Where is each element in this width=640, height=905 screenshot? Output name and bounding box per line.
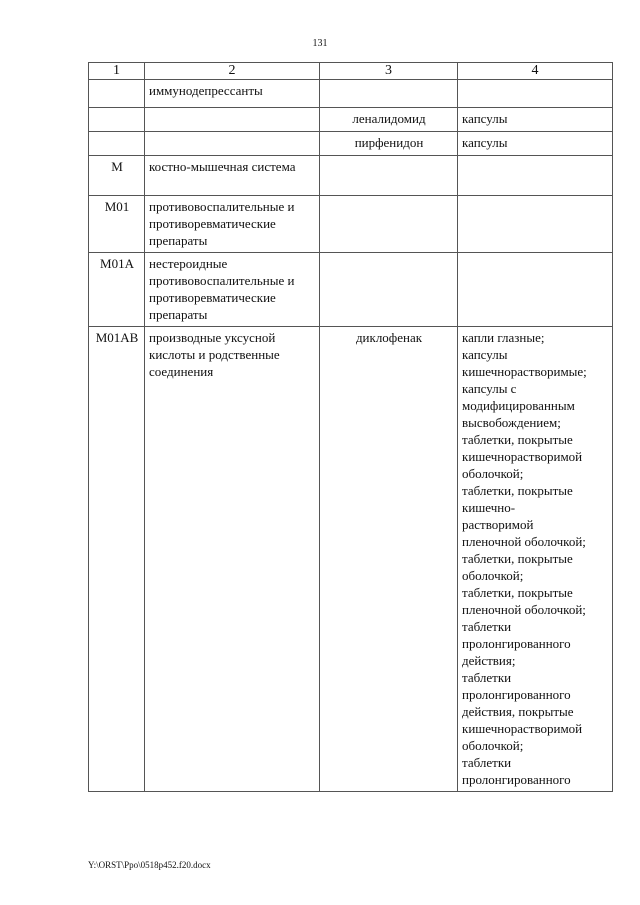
group-name-cell — [145, 132, 320, 156]
dosage-form-line: кишечнорастворимой — [462, 721, 583, 736]
dosage-form-line: пленочной оболочкой; — [462, 534, 586, 549]
group-name-cell: производные уксусной кислоты и родственные соединения — [145, 327, 320, 792]
table-row — [89, 132, 613, 156]
dosage-form-line: таблетки, покрытые — [462, 585, 573, 600]
column-header-4: 4 — [458, 63, 613, 80]
dosage-form-cell — [458, 253, 613, 327]
dosage-form-line: таблетки — [462, 619, 512, 634]
dosage-form-line: таблетки — [462, 670, 512, 685]
column-header-3: 3 — [320, 63, 458, 80]
group-name-cell: нестероидные противовоспалительные и противоревматические препараты — [145, 253, 320, 327]
table-row — [89, 327, 613, 792]
drug-table — [88, 62, 613, 792]
inn-cell: леналидомид — [320, 108, 458, 132]
inn-cell: пирфенидон — [320, 132, 458, 156]
dosage-form-line: оболочкой; — [462, 738, 524, 753]
dosage-form-line: кишечнорастворимые; — [462, 364, 587, 379]
dosage-form-line: оболочкой; — [462, 466, 524, 481]
inn-cell — [320, 253, 458, 327]
group-name-cell — [145, 108, 320, 132]
group-name-cell: противовоспалительные и противоревматические препараты — [145, 196, 320, 253]
atc-code-cell — [89, 132, 145, 156]
dosage-form-line: действия, покрытые — [462, 704, 574, 719]
inn-cell — [320, 80, 458, 108]
dosage-form-cell — [458, 327, 613, 792]
dosage-form-line: таблетки — [462, 755, 512, 770]
dosage-form-line: кишечно- — [462, 500, 516, 515]
atc-code-cell: M — [89, 156, 145, 196]
column-header-2: 2 — [145, 63, 320, 80]
dosage-form-cell: капсулы — [458, 108, 613, 132]
dosage-form-line: таблетки, покрытые — [462, 432, 573, 447]
atc-code-cell: M01A — [89, 253, 145, 327]
dosage-form-line: таблетки, покрытые — [462, 551, 573, 566]
inn-cell: диклофенак — [320, 327, 458, 792]
dosage-form-cell: капсулы — [458, 132, 613, 156]
dosage-form-line: таблетки, покрытые — [462, 483, 573, 498]
page-number: 131 — [312, 38, 328, 49]
dosage-form-cell — [458, 156, 613, 196]
dosage-form-line: пролонгированного — [462, 636, 571, 651]
inn-cell — [320, 156, 458, 196]
column-header-1: 1 — [89, 63, 145, 80]
dosage-form-line: капли глазные; — [462, 330, 545, 345]
atc-code-cell: M01AB — [89, 327, 145, 792]
atc-code-cell — [89, 80, 145, 108]
dosage-form-line: высвобождением; — [462, 415, 561, 430]
table-row — [89, 80, 613, 108]
table-row — [89, 156, 613, 196]
document-path-footer: Y:\ORST\Ppo\0518p452.f20.docx — [88, 860, 211, 870]
inn-cell — [320, 196, 458, 253]
table-row — [89, 108, 613, 132]
dosage-form-line: растворимой — [462, 517, 534, 532]
dosage-form-line: капсулы — [462, 347, 508, 362]
dosage-form-line: пленочной оболочкой; — [462, 602, 586, 617]
dosage-form-cell — [458, 80, 613, 108]
dosage-form-line: оболочкой; — [462, 568, 524, 583]
table-header-row — [89, 63, 613, 80]
dosage-form-line: модифицированным — [462, 398, 575, 413]
group-name-cell: костно-мышечная система — [145, 156, 320, 196]
atc-code-cell — [89, 108, 145, 132]
dosage-form-line: действия; — [462, 653, 516, 668]
dosage-form-line: пролонгированного — [462, 772, 571, 787]
dosage-form-cell — [458, 196, 613, 253]
table-row — [89, 253, 613, 327]
group-name-cell: иммунодепрессанты — [145, 80, 320, 108]
atc-code-cell: M01 — [89, 196, 145, 253]
table-row — [89, 196, 613, 253]
dosage-form-line: капсулы с — [462, 381, 517, 396]
dosage-form-line: кишечнорастворимой — [462, 449, 583, 464]
dosage-form-line: пролонгированного — [462, 687, 571, 702]
